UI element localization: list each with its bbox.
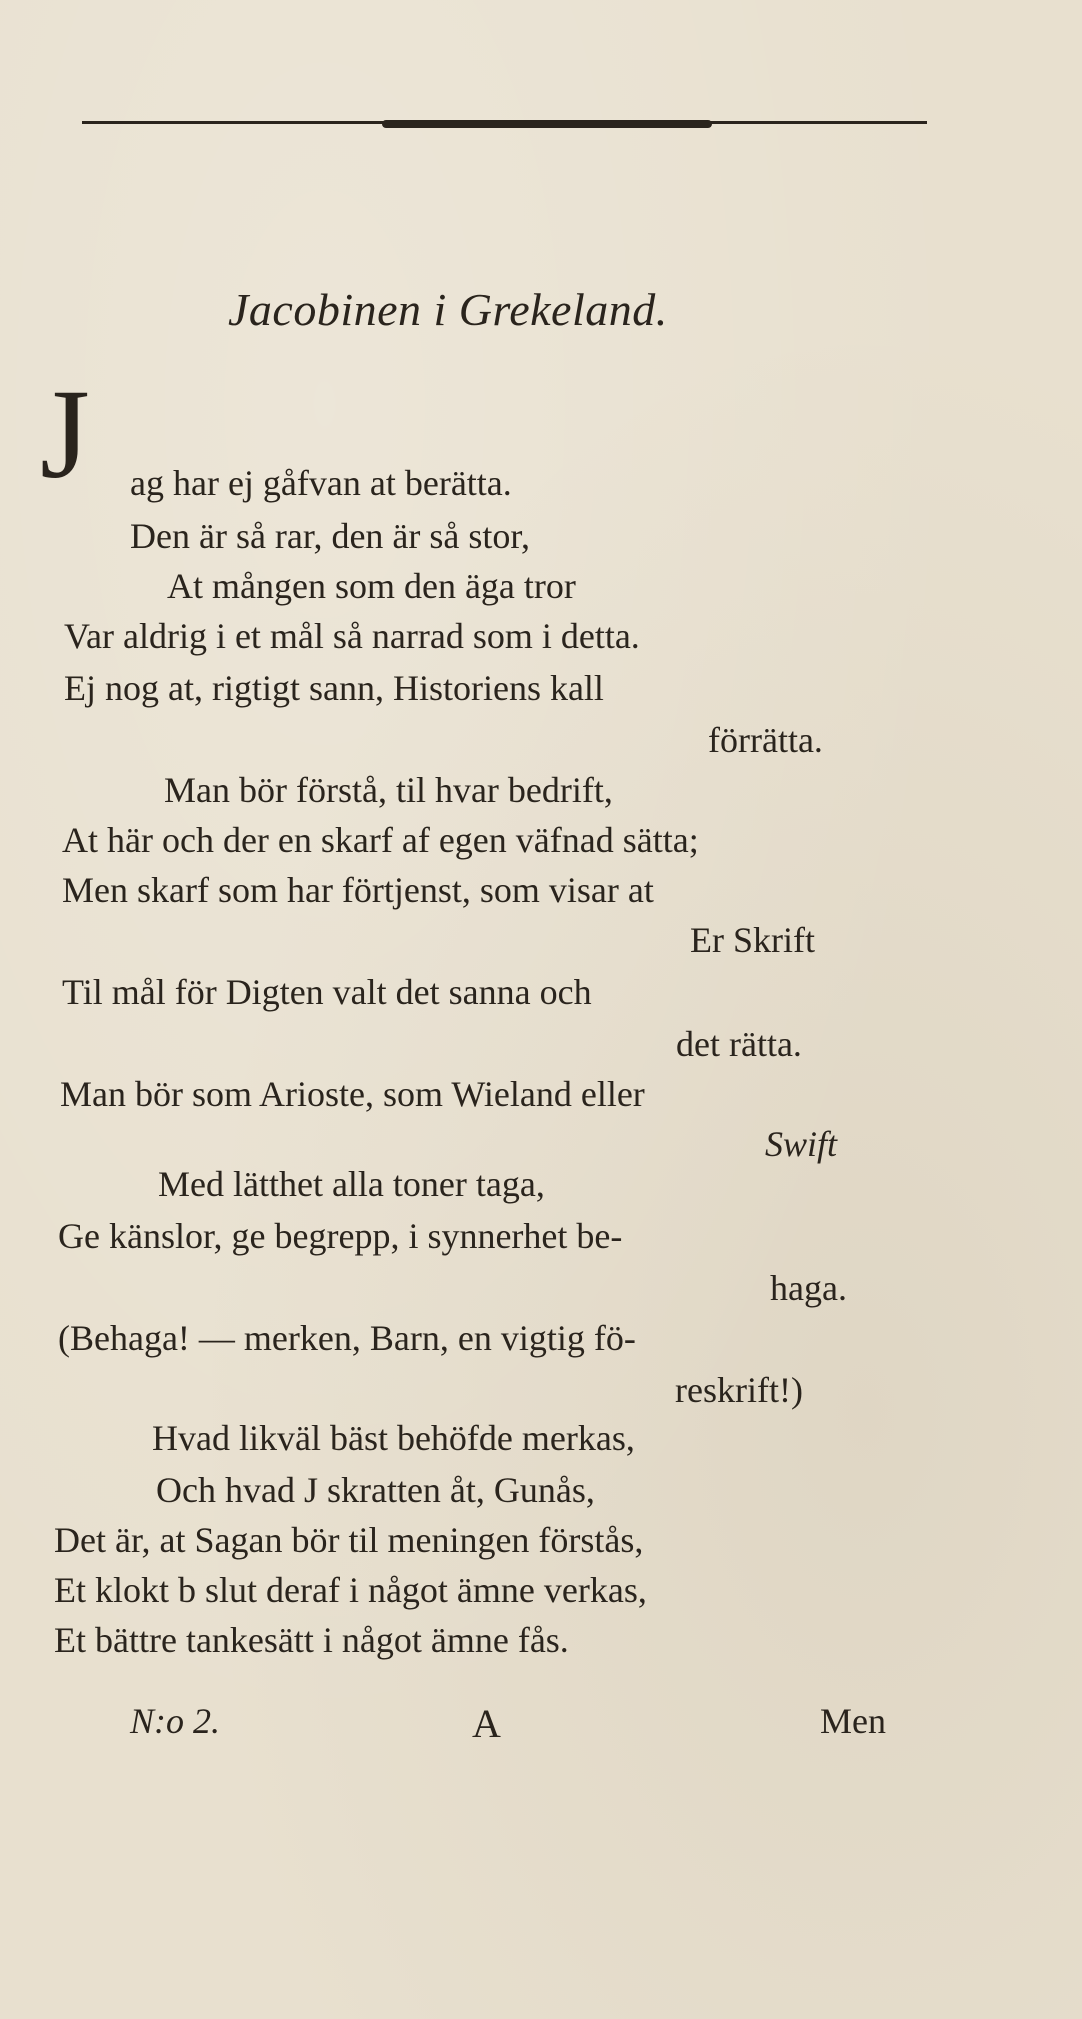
poem-line-2: Den är så rar, den är så stor, (130, 516, 530, 556)
poem-line-4: Var aldrig i et mål så narrad som i detta. (64, 616, 640, 656)
poem-line-15: Med lätthet alla toner taga, (158, 1164, 545, 1204)
poem-line-12: det rätta. (676, 1024, 802, 1064)
poem-line-7: Man bör förstå, til hvar bedrift, (164, 770, 613, 810)
poem-line-21: Och hvad J skratten åt, Gunås, (156, 1470, 595, 1510)
signature-letter: A (472, 1701, 501, 1746)
poem-line-9: Men skarf som har förtjenst, som visar at (62, 870, 654, 910)
signature-mark: N:o 2. (130, 1701, 220, 1741)
poem-line-19: reskrift!) (675, 1370, 803, 1410)
poem-line-5: Ej nog at, rigtigt sann, Historiens kall (64, 668, 604, 708)
catchword: Men (820, 1701, 886, 1741)
drop-cap: J (40, 363, 90, 505)
poem-line-11: Til mål för Digten valt det sanna och (62, 972, 592, 1012)
poem-line-8: At här och der en skarf af egen väfnad sätta; (62, 820, 699, 860)
header-rule (82, 118, 927, 132)
poem-line-22: Det är, at Sagan bör til meningen förstås, (54, 1520, 644, 1560)
poem-title: Jacobinen i Grekeland. (228, 284, 668, 335)
poem-line-16: Ge känslor, ge begrepp, i synnerhet be- (58, 1216, 623, 1256)
poem-line-24: Et bättre tankesätt i något ämne fås. (54, 1620, 569, 1660)
poem-line-17: haga. (770, 1268, 847, 1308)
poem-line-10: Er Skrift (690, 920, 815, 960)
poem-line-14: Swift (765, 1124, 838, 1164)
poem-line-3: At mången som den äga tror (167, 566, 576, 606)
poem-line-18: (Behaga! — merken, Barn, en vigtig fö- (58, 1318, 636, 1358)
poem-line-13: Man bör som Arioste, som Wieland eller (60, 1074, 645, 1114)
poem-line-23: Et klokt b slut deraf i något ämne verkas, (54, 1570, 647, 1610)
poem-line-20: Hvad likväl bäst behöfde merkas, (152, 1418, 635, 1458)
poem-line-6: förrätta. (708, 720, 823, 760)
poem-line-1: ag har ej gåfvan at berätta. (130, 463, 512, 503)
